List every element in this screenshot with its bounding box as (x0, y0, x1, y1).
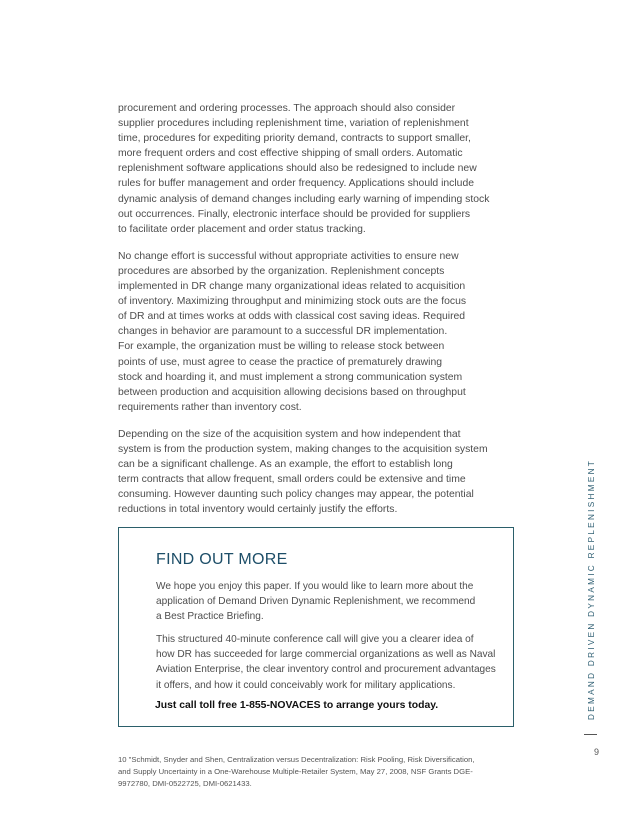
text-line: implemented in DR change many organizational ideas related to acquisition (118, 281, 466, 293)
footnote-line: 10 "Schmidt, Snyder and Shen, Centralization versus Decentralization: Risk Pooling, Risk Diversification, (118, 755, 475, 764)
body-paragraph-3 (118, 427, 496, 518)
side-divider (584, 734, 597, 735)
text-line: procedures are absorbed by the organization. Replenishment concepts (118, 265, 445, 277)
text-line: it offers, and how it could conceivably work for military applications. (156, 679, 456, 691)
text-line: of DR and at times works at odds with classical cost saving ideas. Required (118, 311, 466, 323)
text-line: Depending on the size of the acquisition system and how independent that (118, 428, 461, 440)
text-line: consuming. However daunting such policy changes may appear, the potential (118, 489, 474, 501)
find-out-more-box (118, 527, 514, 727)
footnote-line: and Supply Uncertainty in a One-Warehouse Multiple-Retailer System, May 27, 2008, NSF Grants DGE- (118, 767, 473, 776)
text-line: replenishment software applications should also be redesigned to include new (118, 163, 477, 175)
text-line: procurement and ordering processes. The approach should also consider (118, 103, 456, 114)
footnote (118, 754, 518, 790)
body-paragraph-2 (118, 249, 496, 415)
find-out-more-paragraph-2 (156, 632, 501, 693)
text-line: For example, the organization must be willing to release stock between (118, 341, 445, 353)
text-line: reductions in total inventory would certainly justify the efforts. (118, 504, 398, 516)
text-line: changes in behavior are paramount to a successful DR implementation. (118, 326, 448, 338)
text-line: Aviation Enterprise, the clear inventory control and procurement advantages (156, 664, 496, 676)
text-line: No change effort is successful without appropriate activities to ensure new (118, 250, 459, 262)
page-number: 9 (594, 747, 600, 757)
text-line: system is from the production system, making changes to the acquisition system (118, 443, 488, 455)
text-line: between production and acquisition allowing decisions based on throughput (118, 386, 466, 398)
text-line: of inventory. Maximizing throughput and minimizing stock outs are the focus (118, 296, 467, 308)
body-paragraph-1 (118, 101, 496, 237)
text-line: more frequent orders and cost effective shipping of small orders. Automatic (118, 148, 463, 160)
text-line: out occurrences. Finally, electronic interface should be provided for suppliers (118, 208, 471, 220)
text-line: requirements rather than inventory cost. (118, 401, 302, 413)
text-line: time, procedures for expediting priority demand, contracts to support smaller, (118, 133, 471, 145)
text-line: rules for buffer management and order frequency. Applications should include (118, 178, 474, 190)
body-text (118, 101, 496, 529)
footnote-line: 9972780, DMI-0522725, DMI-0621433. (118, 779, 252, 788)
text-line: can be a significant challenge. As an example, the effort to establish long (118, 459, 453, 471)
find-out-more-title: FIND OUT MORE (156, 551, 288, 568)
text-line: supplier procedures including replenishment time, variation of replenishment (118, 118, 469, 130)
text-line: We hope you enjoy this paper. If you would like to learn more about the (156, 581, 474, 592)
text-line: This structured 40-minute conference call will give you a clearer idea of (156, 634, 474, 645)
text-line: stock and hoarding it, and must implement a strong communication system (118, 371, 463, 383)
text-line: application of Demand Driven Dynamic Replenishment, we recommend (156, 596, 476, 608)
text-line: points of use, must agree to cease the practice of prematurely drawing (118, 356, 443, 368)
call-to-action: Just call toll free 1-855-NOVACES to arrange yours today. (155, 700, 439, 711)
side-title: DEMAND DRIVEN DYNAMIC REPLENISHMENT (587, 458, 596, 720)
find-out-more-paragraph-1 (156, 579, 501, 625)
text-line: how DR has succeeded for large commercial organizations as well as Naval (156, 649, 496, 661)
text-line: to facilitate order placement and order status tracking. (118, 223, 366, 235)
text-line: term contracts that allow frequent, small orders could be extensive and time (118, 474, 466, 486)
text-line: a Best Practice Briefing. (156, 611, 264, 623)
text-line: dynamic analysis of demand changes including early warning of impending stock (118, 193, 490, 205)
